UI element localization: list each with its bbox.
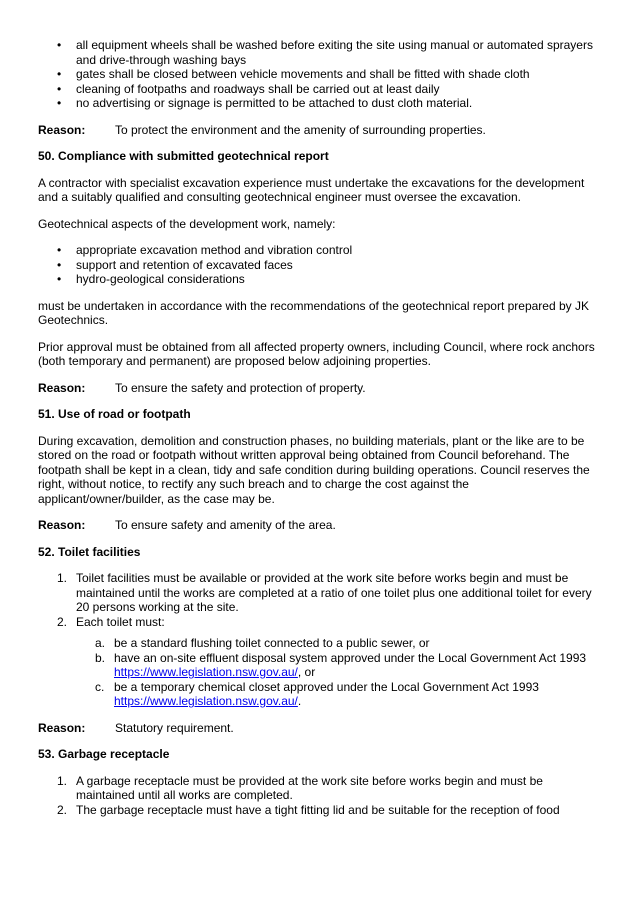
garbage-requirements-list xyxy=(38,774,598,818)
list-marker: 1. xyxy=(57,571,68,585)
reason-text: To ensure the safety and protection of property. xyxy=(115,380,366,395)
list-item: • support and retention of excavated faces xyxy=(38,258,598,273)
list-marker: 1. xyxy=(57,773,68,788)
list-item: • all equipment wheels shall be washed before exiting the site using manual or automated sprayers and drive-through washing bays xyxy=(38,38,598,67)
legislation-link[interactable]: https://www.legislation.nsw.gov.au/ xyxy=(114,694,298,708)
list-item-text: Toilet facilities must be available or provided at the work site before works begin and must be maintained until the works are completed at a ratio of one toilet plus one additional toilet for every 20 persons working at the site. xyxy=(76,571,592,614)
list-marker: 2. xyxy=(57,802,68,817)
reason-text: To ensure safety and amenity of the area. xyxy=(115,518,336,532)
list-item xyxy=(76,636,598,651)
reason-text: To protect the environment and the amenity of surrounding properties. xyxy=(115,122,486,137)
list-item xyxy=(76,680,598,709)
list-item xyxy=(38,571,598,615)
toilet-requirements-list xyxy=(38,571,598,709)
paragraph: A contractor with specialist excavation experience must undertake the excavations for the development and a suitably qualified and consulting geotechnical engineer must oversee the excavation. xyxy=(38,175,585,204)
reason-text: Statutory requirement. xyxy=(115,720,234,735)
section-heading-53: 53. Garbage receptacle xyxy=(38,747,170,761)
document-page xyxy=(38,38,598,817)
list-item xyxy=(76,651,598,680)
section-heading-52: 52. Toilet facilities xyxy=(38,544,141,559)
paragraph: Geotechnical aspects of the development work, namely: xyxy=(38,216,336,231)
reason-label: Reason: xyxy=(38,720,86,735)
reason-row xyxy=(38,518,598,533)
list-item-tail: , or xyxy=(297,665,316,679)
list-item-text: Each toilet must: xyxy=(76,614,165,629)
list-item-text: be a standard flushing toilet connected to a public sewer, or xyxy=(114,636,430,650)
reason-row xyxy=(38,381,598,396)
geotechnical-aspects-list xyxy=(38,243,598,287)
list-item xyxy=(38,615,598,709)
reason-row xyxy=(38,123,598,138)
list-item-text: A garbage receptacle must be provided at the work site before works begin and must be maintained until all works are completed. xyxy=(76,773,543,802)
list-item xyxy=(38,774,598,803)
list-item: • appropriate excavation method and vibration control xyxy=(38,243,598,258)
section-heading-51: 51. Use of road or footpath xyxy=(38,407,191,421)
toilet-type-sublist xyxy=(76,636,598,709)
list-item-tail: . xyxy=(297,694,302,708)
list-item: • no advertising or signage is permitted to be attached to dust cloth material. xyxy=(38,96,598,111)
list-marker: c. xyxy=(95,679,105,694)
legislation-link[interactable]: https://www.legislation.nsw.gov.au/ xyxy=(114,665,298,679)
list-item xyxy=(38,803,598,818)
list-marker: a. xyxy=(95,636,106,650)
paragraph: During excavation, demolition and construction phases, no building materials, plant or the like are to be stored on the road or footpath without written approval being obtained from Council beforehand. The footpath shall be kept in a clean, tidy and safe condition during building operations. Council reserves the right, without notice, to rectify any such breach and to charge the cost against the applicant/owner/builder, as the case may be. xyxy=(38,433,590,506)
list-item: • hydro-geological considerations xyxy=(38,272,598,287)
dust-control-bullet-list xyxy=(38,38,598,111)
list-item-text: have an on-site effluent disposal system approved under the Local Government Act 1993 xyxy=(114,650,587,665)
list-item-text: be a temporary chemical closet approved under the Local Government Act 1993 xyxy=(114,679,539,694)
section-heading-50: 50. Compliance with submitted geotechnical report xyxy=(38,149,329,163)
list-marker: b. xyxy=(95,650,106,665)
reason-label: Reason: xyxy=(38,380,86,395)
reason-row xyxy=(38,721,598,736)
paragraph: must be undertaken in accordance with the recommendations of the geotechnical report prepared by JK Geotechnics. xyxy=(38,298,589,327)
list-item: • gates shall be closed between vehicle movements and shall be fitted with shade cloth xyxy=(38,67,598,82)
list-marker: 2. xyxy=(57,614,68,629)
reason-label: Reason: xyxy=(38,122,86,137)
reason-label: Reason: xyxy=(38,518,86,532)
list-item-text: The garbage receptacle must have a tight fitting lid and be suitable for the reception of food xyxy=(76,802,560,817)
list-item: • cleaning of footpaths and roadways shall be carried out at least daily xyxy=(38,82,598,97)
paragraph: Prior approval must be obtained from all affected property owners, including Council, where rock anchors (both temporary and permanent) are proposed below adjoining properties. xyxy=(38,339,595,368)
